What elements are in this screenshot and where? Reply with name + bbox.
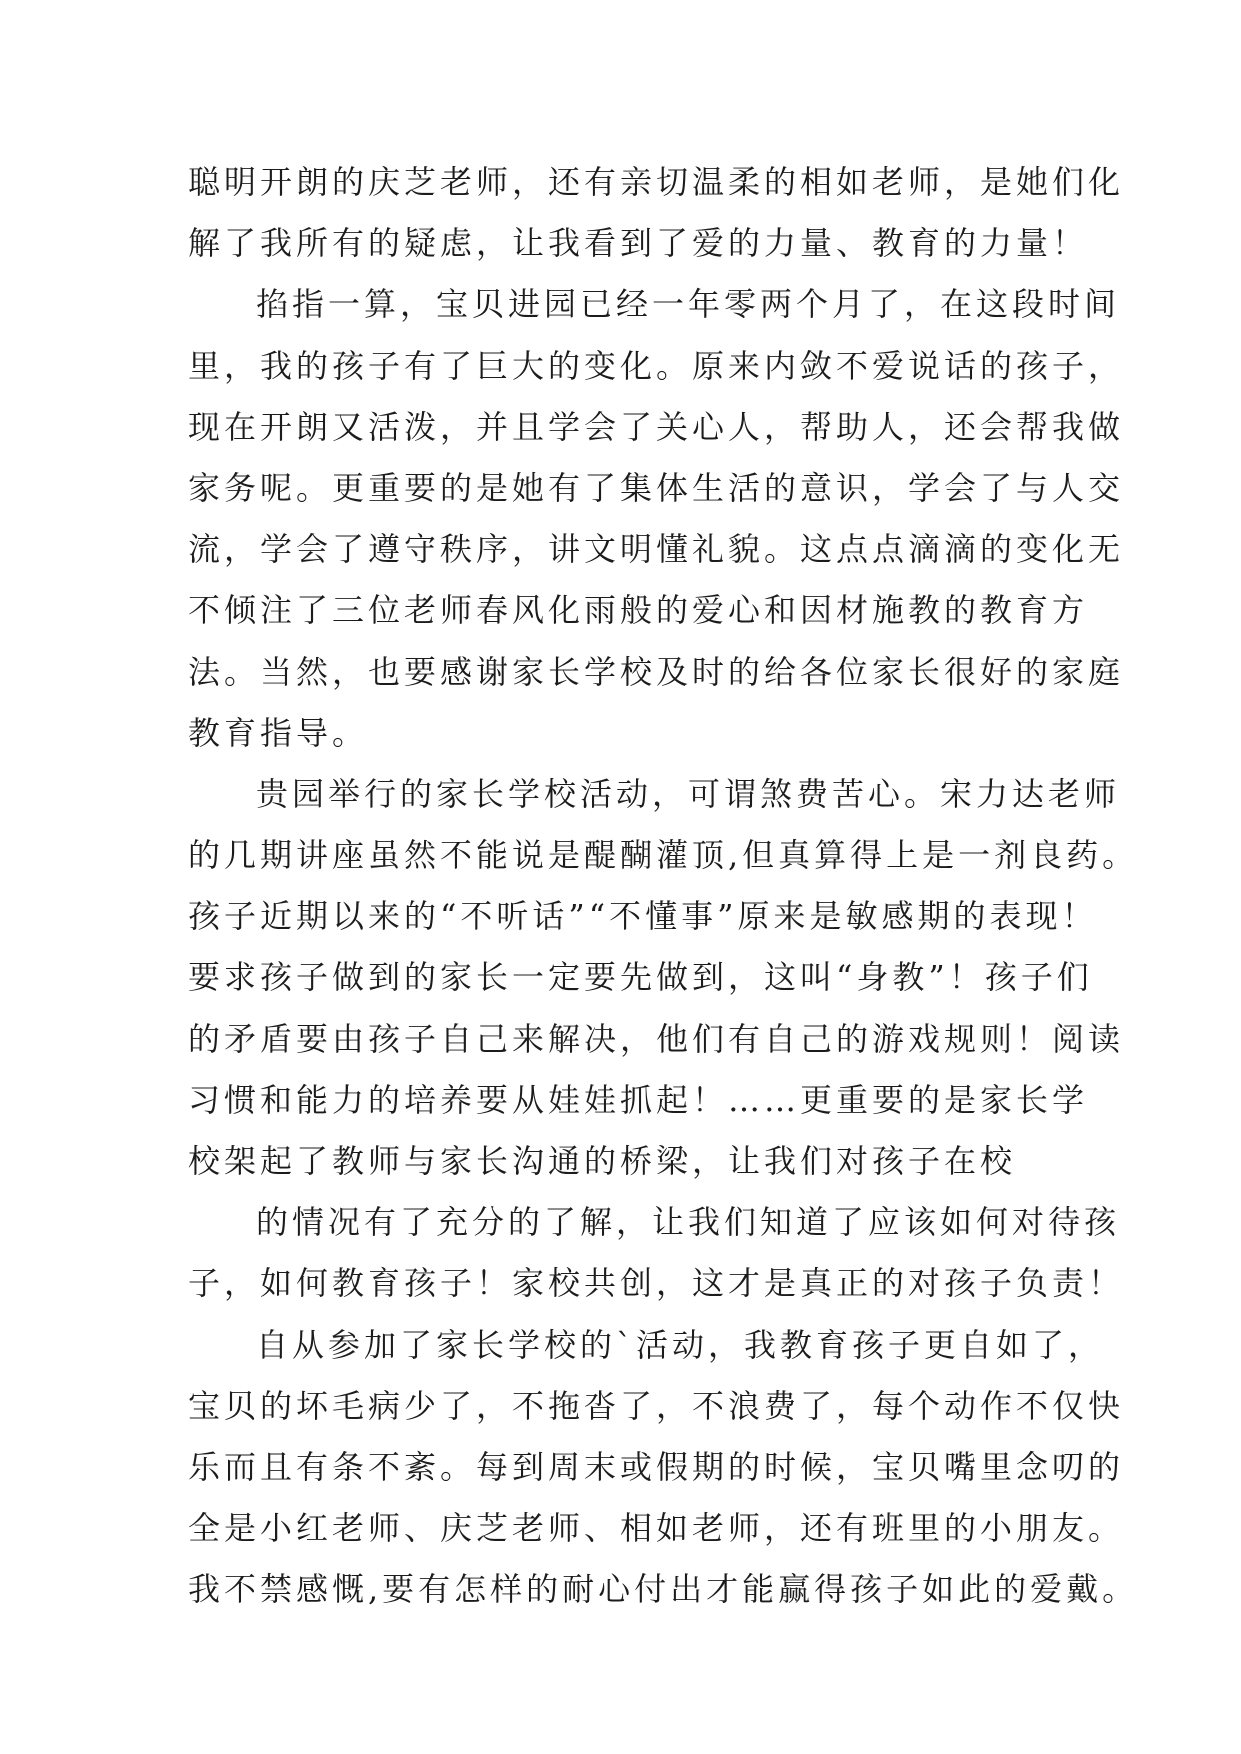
paragraph-start-line: 贵园举行的家长学校活动，可谓煞费苦心。宋力达老师	[256, 774, 1121, 813]
text-line: 全是小红老师、庆芝老师、相如老师，还有班里的小朋友。	[188, 1509, 1125, 1548]
paragraph-start-line: 掐指一算，宝贝进园已经一年零两个月了，在这段时间	[256, 285, 1121, 324]
text-line: 的矛盾要由孩子自己来解决，他们有自己的游戏规则！阅读	[188, 1019, 1125, 1058]
paragraph-start-line: 自从参加了家长学校的`活动，我教育孩子更自如了，	[256, 1325, 1105, 1364]
paragraph-start-line: 的情况有了充分的了解，让我们知道了应该如何对待孩	[256, 1203, 1121, 1242]
text-line: 教育指导。	[188, 713, 369, 752]
text-line: 流，学会了遵守秩序，讲文明懂礼貌。这点点滴滴的变化无	[188, 530, 1125, 569]
text-line: 习惯和能力的培养要从娃娃抓起！……更重要的是家长学	[188, 1080, 1089, 1119]
text-line: 家务呢。更重要的是她有了集体生活的意识，学会了与人交	[188, 468, 1125, 507]
text-line: 聪明开朗的庆芝老师，还有亲切温柔的相如老师，是她们化	[188, 163, 1125, 201]
text-line: 里，我的孩子有了巨大的变化。原来内敛不爱说话的孩子，	[188, 346, 1125, 385]
text-line: 子，如何教育孩子！家校共创，这才是真正的对孩子负责！	[188, 1264, 1125, 1303]
body-text	[188, 152, 1139, 1621]
text-line: 的几期讲座虽然不能说是醍醐灌顶,但真算得上是一剂良药。	[188, 836, 1139, 875]
text-line: 法。当然，也要感谢家长学校及时的给各位家长很好的家庭	[188, 652, 1125, 691]
text-line: 校架起了教师与家长沟通的桥梁，让我们对孩子在校	[188, 1142, 1017, 1180]
text-line: 宝贝的坏毛病少了，不拖沓了，不浪费了，每个动作不仅快	[188, 1386, 1125, 1425]
text-line: 孩子近期以来的“不听话”“不懂事”原来是敏感期的表现！	[188, 897, 1098, 936]
text-line: 我不禁感慨,要有怎样的耐心付出才能赢得孩子如此的爱戴。	[188, 1570, 1139, 1609]
text-line: 要求孩子做到的家长一定要先做到，这叫“身教”！孩子们	[188, 958, 1093, 997]
text-line: 解了我所有的疑虑，让我看到了爱的力量、教育的力量！	[188, 224, 1089, 263]
text-line: 不倾注了三位老师春风化雨般的爱心和因材施教的教育方	[188, 591, 1089, 630]
text-line: 乐而且有条不紊。每到周末或假期的时候，宝贝嘴里念叨的	[188, 1447, 1125, 1486]
text-line: 现在开朗又活泼，并且学会了关心人，帮助人，还会帮我做	[188, 407, 1125, 446]
